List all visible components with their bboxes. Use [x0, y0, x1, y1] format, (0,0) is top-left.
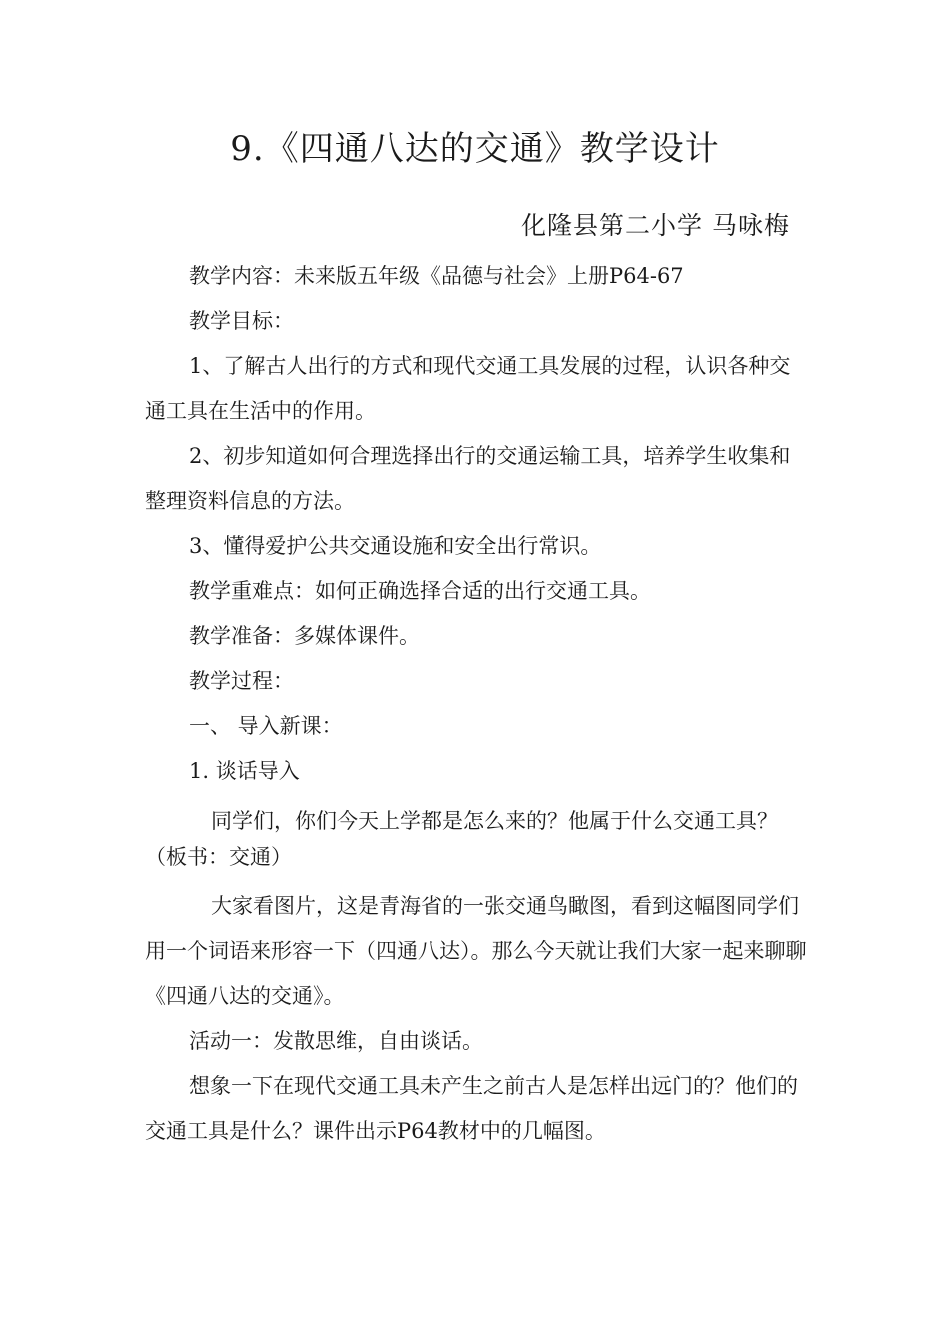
paragraph-teaching-goals-heading: 教学目标：: [189, 309, 294, 333]
document-title: 9.《四通八达的交通》教学设计: [230, 129, 720, 169]
paragraph-activity-1: 活动一：发散思维，自由谈话。: [189, 1029, 483, 1053]
paragraph-key-difficulty: 教学重难点：如何正确选择合适的出行交通工具。: [189, 579, 651, 603]
paragraph-imagine: 想象一下在现代交通工具未产生之前古人是怎样出远门的？他们的交通工具是什么？课件出示P64教材中的几幅图。: [145, 1074, 798, 1143]
author-line: 化隆县第二小学 马咏梅: [521, 211, 790, 240]
paragraph-goal-2: 2、初步知道如何合理选择出行的交通运输工具，培养学生收集和整理资料信息的方法。: [145, 444, 791, 513]
paragraph-question: 同学们，你们今天上学都是怎么来的？他属于什么交通工具？（板书：交通）: [145, 809, 778, 869]
document-body: [145, 254, 810, 1154]
paragraph-teaching-content: 教学内容：未来版五年级《品德与社会》上册P64-67: [189, 264, 684, 288]
paragraph-process-heading: 教学过程：: [189, 669, 294, 693]
paragraph-picture: 大家看图片，这是青海省的一张交通鸟瞰图，看到这幅图同学们用一个词语来形容一下（四通八达）。那么今天就让我们大家一起来聊聊《四通八达的交通》。: [145, 894, 807, 1008]
subsection-heading-talk: 1. 谈话导入: [189, 759, 300, 783]
paragraph-preparation: 教学准备：多媒体课件。: [189, 624, 420, 648]
paragraph-goal-1: 1、了解古人出行的方式和现代交通工具发展的过程，认识各种交通工具在生活中的作用。: [145, 354, 791, 423]
section-heading-intro: 一、 导入新课：: [189, 714, 343, 738]
paragraph-goal-3: 3、懂得爱护公共交通设施和安全出行常识。: [189, 534, 602, 558]
